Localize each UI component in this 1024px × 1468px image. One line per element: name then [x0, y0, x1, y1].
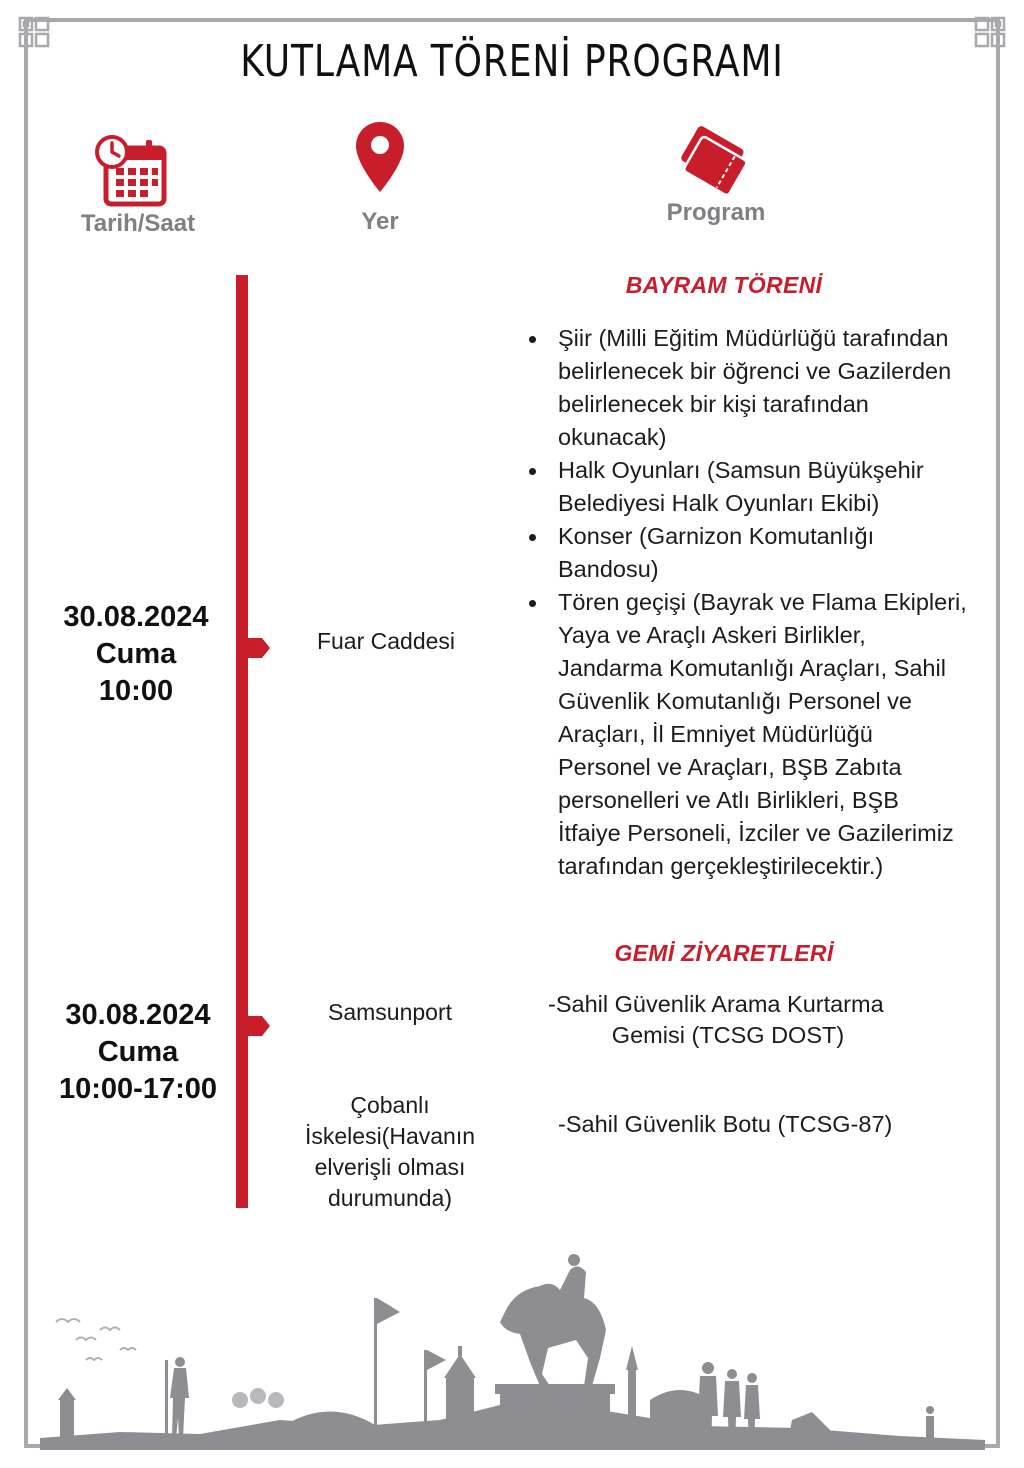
event-place-line: Çobanlı: [350, 1092, 430, 1118]
event-time: 10:00: [98, 675, 174, 707]
header-label-date: Tarih/Saat: [80, 210, 196, 237]
header-label-place: Yer: [361, 208, 399, 235]
list-item: Şiir (Milli Eğitim Müdürlüğü tarafından belirlenecek bir öğrenci ve Gazilerden belirlenecek bir kişi tarafından okunacak): [527, 322, 967, 454]
event-place: [270, 1090, 510, 1214]
ship-visit: [548, 989, 908, 1051]
ship-visit-line: Gemisi (TCSG DOST): [611, 1022, 845, 1048]
event-date: 30.08.2024: [63, 601, 209, 633]
location-pin-icon: [354, 120, 406, 194]
corner-ornament-icon: [18, 16, 52, 50]
list-item: Halk Oyunları (Samsun Büyükşehir Belediyesi Halk Oyunları Ekibi): [527, 454, 967, 520]
event-place-line: İskelesi(Havanın: [304, 1123, 476, 1149]
city-skyline-illustration: [0, 1250, 1024, 1450]
program-list: [527, 322, 967, 883]
event-time: 10:00-17:00: [59, 1073, 217, 1105]
event-place-line: elverişli olması: [314, 1154, 466, 1180]
event-place: Fuar Caddesi: [316, 628, 456, 654]
ship-visit-line: -Sahil Güvenlik Botu (TCSG-87): [558, 1111, 893, 1137]
event-day: Cuma: [95, 638, 177, 670]
header-label-program: Program: [666, 199, 766, 226]
ship-visit-line: -Sahil Güvenlik Arama Kurtarma: [548, 991, 884, 1017]
event-datetime: [36, 599, 236, 710]
event-day: Cuma: [97, 1036, 179, 1068]
section-title: GEMİ ZİYARETLERİ: [614, 940, 834, 966]
calendar-clock-icon: [92, 132, 170, 208]
timeline-marker: [238, 1016, 272, 1036]
event-date: 30.08.2024: [65, 999, 211, 1031]
event-datetime: [38, 997, 238, 1108]
page-title: KUTLAMA TÖRENİ PROGRAMI: [240, 36, 784, 87]
event-place: Samsunport: [327, 999, 452, 1025]
list-item: Tören geçişi (Bayrak ve Flama Ekipleri, Yaya ve Araçlı Askeri Birlikler, Jandarma Komutanlığı Araçları, Sahil Güvenlik Komutanlığı Personel ve Araçları, İl Emniyet Müdürlüğü Personel ve Araçları, BŞB Zabıta personelleri ve Atlı Birlikleri, BŞB İtfaiye Personeli, İzciler ve Gazilerimiz tarafından gerçekleştirilecektir.): [527, 586, 967, 883]
section-title: BAYRAM TÖRENİ: [625, 272, 823, 298]
event-place-line: durumunda): [327, 1185, 453, 1211]
ticket-icon: [668, 122, 758, 198]
list-item: Konser (Garnizon Komutanlığı Bandosu): [527, 520, 967, 586]
corner-ornament-icon: [972, 16, 1006, 50]
